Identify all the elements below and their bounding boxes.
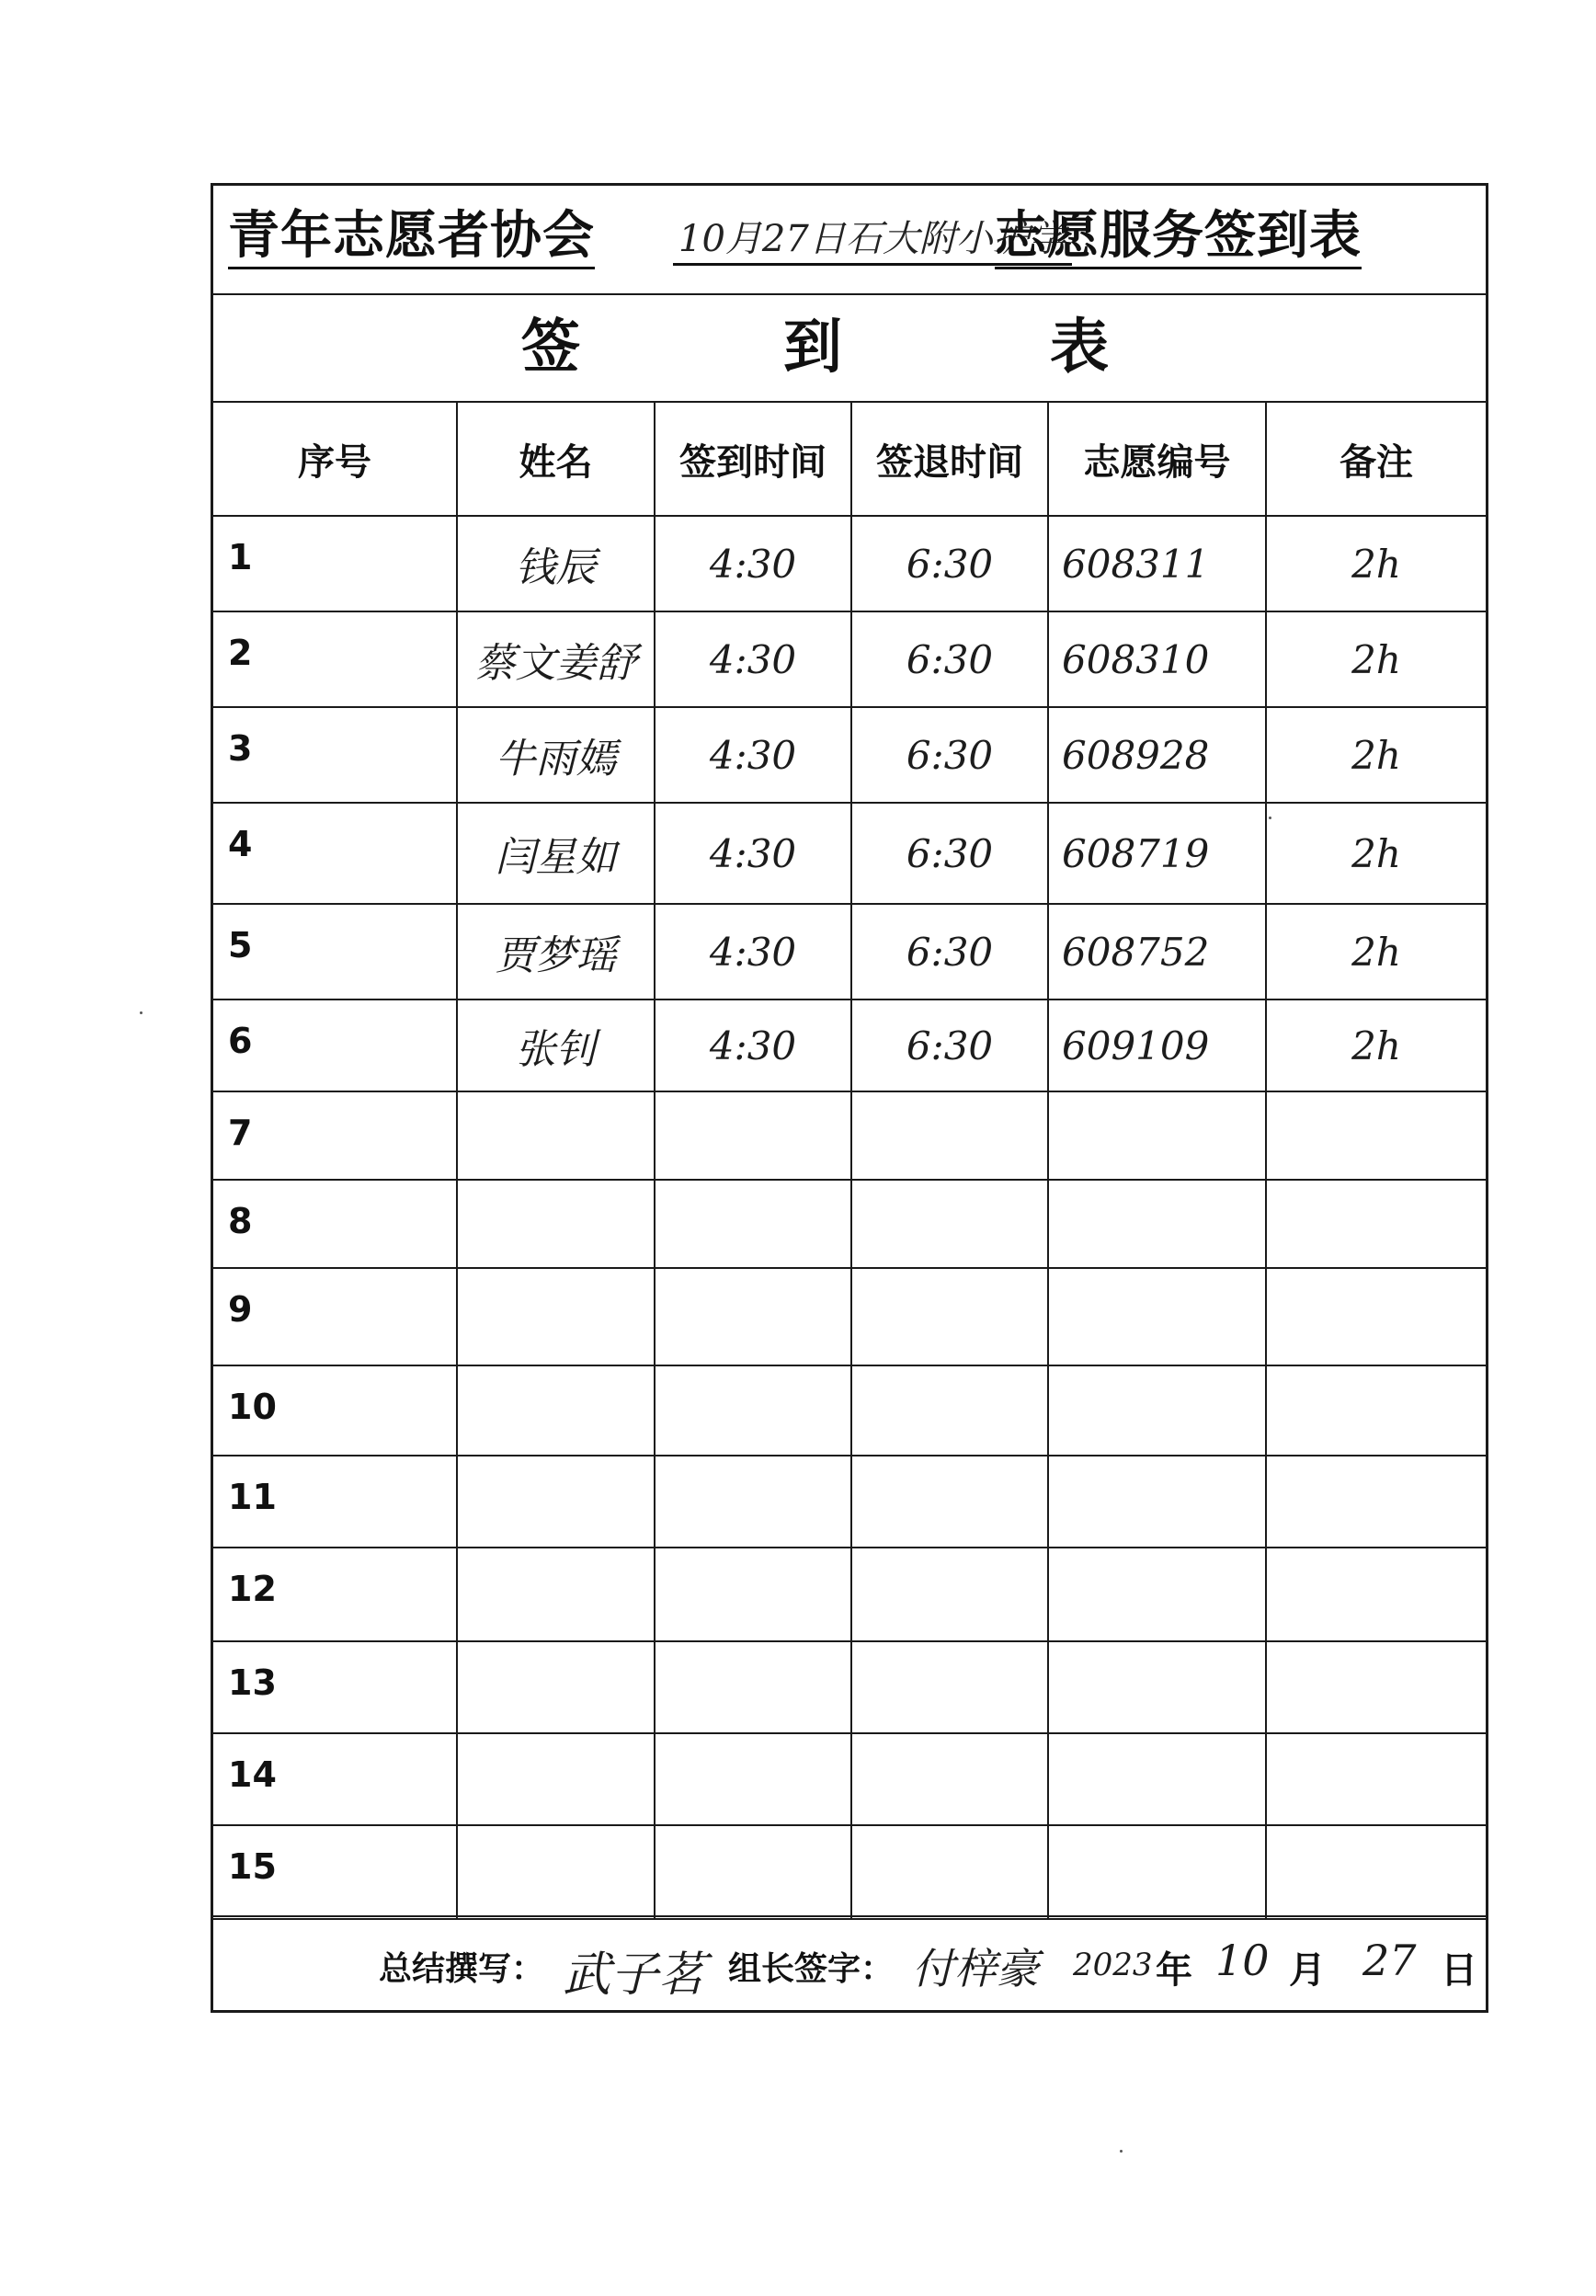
row-number: 10 — [213, 1365, 457, 1456]
checkin-time — [655, 1825, 851, 1919]
volunteer-name — [457, 1641, 655, 1733]
col-header-note: 备注 — [1266, 402, 1486, 516]
checkout-time — [851, 1180, 1048, 1268]
row-number: 5 — [213, 904, 457, 1000]
checkout-time — [851, 1091, 1048, 1180]
checkin-time: 4:30 — [655, 707, 851, 803]
row-number: 11 — [213, 1456, 457, 1548]
volunteer-id — [1048, 1548, 1266, 1641]
day-unit: 日 — [1441, 1949, 1477, 1992]
table-row — [213, 1548, 1486, 1641]
checkout-time: 6:30 — [851, 516, 1048, 611]
table-row — [213, 1000, 1486, 1091]
form-title: 志愿服务签到表 — [995, 206, 1362, 269]
volunteer-id — [1048, 1091, 1266, 1180]
scan-speck — [140, 1011, 142, 1014]
row-number: 3 — [213, 707, 457, 803]
volunteer-name — [457, 1091, 655, 1180]
checkout-time: 6:30 — [851, 803, 1048, 904]
sign-year: 2023 — [1073, 1947, 1153, 1983]
volunteer-id — [1048, 1180, 1266, 1268]
col-header-checkin: 签到时间 — [655, 402, 851, 516]
volunteer-id: 608752 — [1048, 904, 1266, 1000]
note-cell — [1266, 1641, 1486, 1733]
sign-day: 27 — [1362, 1936, 1417, 1985]
note-cell — [1266, 1733, 1486, 1825]
volunteer-id: 608311 — [1048, 516, 1266, 611]
volunteer-name — [457, 1733, 655, 1825]
checkin-time — [655, 1180, 851, 1268]
note-cell: 2h — [1266, 904, 1486, 1000]
table-header-row — [213, 402, 1486, 516]
row-number: 15 — [213, 1825, 457, 1919]
checkin-time: 4:30 — [655, 904, 851, 1000]
checkout-time: 6:30 — [851, 904, 1048, 1000]
summary-writer-signature: 武子茗 — [563, 1948, 707, 2003]
checkin-time: 4:30 — [655, 1000, 851, 1091]
checkout-time — [851, 1733, 1048, 1825]
scan-speck — [1120, 2150, 1123, 2153]
subtitle-char-3: 表 — [1050, 314, 1109, 382]
table-row — [213, 1825, 1486, 1919]
table-row — [213, 803, 1486, 904]
table-row — [213, 1091, 1486, 1180]
table-row — [213, 1456, 1486, 1548]
checkout-time — [851, 1825, 1048, 1919]
volunteer-name: 张钊 — [457, 1000, 655, 1091]
volunteer-id — [1048, 1733, 1266, 1825]
checkin-time: 4:30 — [655, 803, 851, 904]
leader-signature: 付梓豪 — [912, 1944, 1039, 1993]
table-row — [213, 1180, 1486, 1268]
volunteer-name — [457, 1825, 655, 1919]
note-cell — [1266, 1456, 1486, 1548]
volunteer-id: 608928 — [1048, 707, 1266, 803]
row-number: 1 — [213, 516, 457, 611]
volunteer-id — [1048, 1825, 1266, 1919]
subtitle-char-1: 签 — [521, 314, 580, 382]
row-number: 8 — [213, 1180, 457, 1268]
volunteer-name — [457, 1456, 655, 1548]
note-cell — [1266, 1268, 1486, 1365]
checkin-time — [655, 1268, 851, 1365]
checkout-time — [851, 1365, 1048, 1456]
row-number: 13 — [213, 1641, 457, 1733]
volunteer-name: 蔡文姜舒 — [457, 611, 655, 707]
note-cell — [1266, 1365, 1486, 1456]
table-row — [213, 1365, 1486, 1456]
table-row — [213, 611, 1486, 707]
note-cell: 2h — [1266, 1000, 1486, 1091]
volunteer-id — [1048, 1268, 1266, 1365]
note-cell — [1266, 1548, 1486, 1641]
row-number: 2 — [213, 611, 457, 707]
org-name: 青年志愿者协会 — [228, 206, 595, 269]
checkin-time — [655, 1091, 851, 1180]
checkin-time: 4:30 — [655, 516, 851, 611]
table-body — [213, 516, 1486, 1919]
volunteer-id — [1048, 1456, 1266, 1548]
checkout-time: 6:30 — [851, 611, 1048, 707]
checkin-time: 4:30 — [655, 611, 851, 707]
checkout-time — [851, 1548, 1048, 1641]
row-number: 14 — [213, 1733, 457, 1825]
col-header-no: 序号 — [213, 402, 457, 516]
volunteer-id: 608719 — [1048, 803, 1266, 904]
leader-label: 组长签字： — [728, 1950, 895, 1988]
row-number: 4 — [213, 803, 457, 904]
year-unit: 年 — [1156, 1949, 1192, 1992]
checkin-time — [655, 1365, 851, 1456]
volunteer-id: 608310 — [1048, 611, 1266, 707]
row-number: 7 — [213, 1091, 457, 1180]
volunteer-id — [1048, 1641, 1266, 1733]
checkin-time — [655, 1456, 851, 1548]
table-row — [213, 904, 1486, 1000]
volunteer-name: 贾梦瑶 — [457, 904, 655, 1000]
volunteer-name: 钱辰 — [457, 516, 655, 611]
volunteer-name: 牛雨嫣 — [457, 707, 655, 803]
volunteer-name — [457, 1365, 655, 1456]
checkout-time — [851, 1641, 1048, 1733]
col-header-checkout: 签退时间 — [851, 402, 1048, 516]
volunteer-id — [1048, 1365, 1266, 1456]
volunteer-name — [457, 1268, 655, 1365]
volunteer-name — [457, 1180, 655, 1268]
note-cell: 2h — [1266, 611, 1486, 707]
sign-in-sheet — [211, 183, 1488, 2013]
col-header-name: 姓名 — [457, 402, 655, 516]
note-cell — [1266, 1825, 1486, 1919]
col-header-volunteer-id: 志愿编号 — [1048, 402, 1266, 516]
event-name: 10月27日石大附小护学 — [673, 215, 1072, 266]
checkout-time: 6:30 — [851, 707, 1048, 803]
sign-month: 10 — [1215, 1936, 1270, 1985]
note-cell: 2h — [1266, 803, 1486, 904]
note-cell: 2h — [1266, 516, 1486, 611]
table-row — [213, 1641, 1486, 1733]
footer-row — [213, 1915, 1486, 2010]
subtitle-char-2: 到 — [783, 314, 842, 382]
row-number: 6 — [213, 1000, 457, 1091]
table-row — [213, 707, 1486, 803]
checkin-time — [655, 1733, 851, 1825]
row-number: 9 — [213, 1268, 457, 1365]
checkin-time — [655, 1548, 851, 1641]
volunteer-id: 609109 — [1048, 1000, 1266, 1091]
month-unit: 月 — [1289, 1949, 1326, 1992]
table-row — [213, 516, 1486, 611]
checkin-time — [655, 1641, 851, 1733]
checkout-time: 6:30 — [851, 1000, 1048, 1091]
checkout-time — [851, 1456, 1048, 1548]
row-number: 12 — [213, 1548, 457, 1641]
summary-label: 总结撰写： — [379, 1950, 545, 1988]
attendance-table — [213, 401, 1486, 1920]
subtitle-row — [213, 293, 1486, 403]
table-row — [213, 1733, 1486, 1825]
volunteer-name — [457, 1548, 655, 1641]
note-cell — [1266, 1180, 1486, 1268]
volunteer-name: 闫星如 — [457, 803, 655, 904]
scan-speck — [1269, 817, 1271, 819]
checkout-time — [851, 1268, 1048, 1365]
table-row — [213, 1268, 1486, 1365]
note-cell — [1266, 1091, 1486, 1180]
note-cell: 2h — [1266, 707, 1486, 803]
title-row — [213, 186, 1486, 295]
